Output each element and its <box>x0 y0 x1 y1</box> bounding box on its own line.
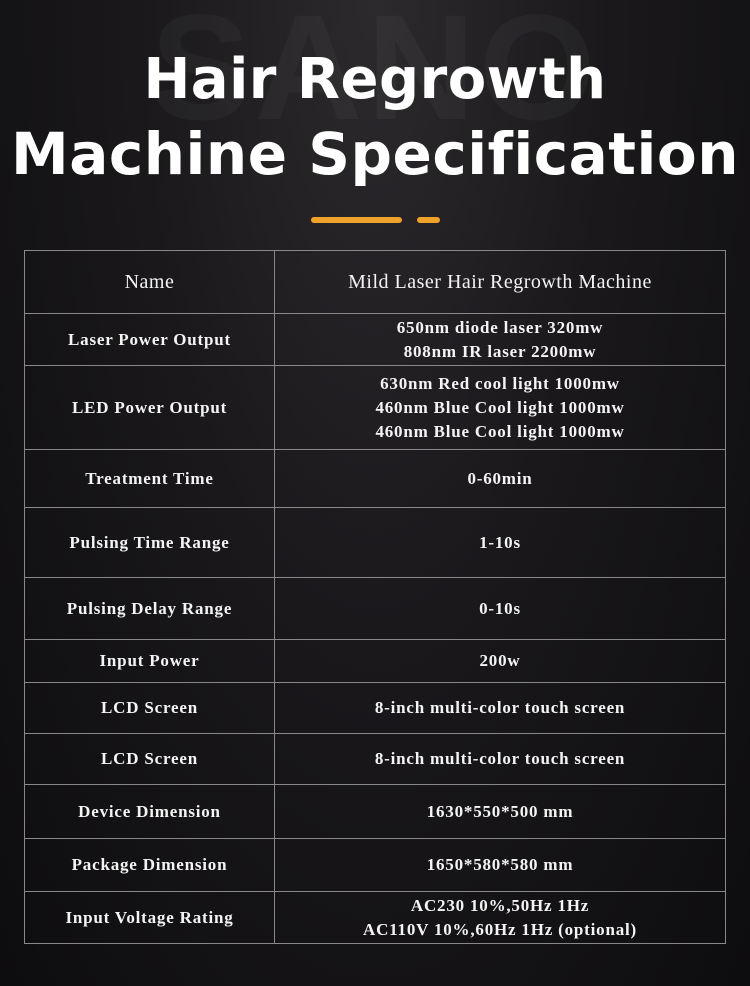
table-row <box>25 734 726 785</box>
spec-value-line: 650nm diode laser 320mw <box>396 317 604 337</box>
table-row <box>25 578 726 640</box>
table-row <box>25 508 726 578</box>
spec-value-line: AC230 10%,50Hz 1Hz <box>410 895 590 915</box>
table-row <box>25 366 726 450</box>
spec-value: 0-10s <box>275 578 726 640</box>
spec-value-line: 460nm Blue Cool light 1000mw <box>375 397 625 417</box>
specification-table <box>24 250 726 944</box>
spec-label: Pulsing Delay Range <box>25 578 275 640</box>
spec-value-line: 460nm Blue Cool light 1000mw <box>375 421 625 441</box>
table-row <box>25 450 726 508</box>
spec-value: 8-inch multi-color touch screen <box>275 683 726 734</box>
table-header-row <box>25 251 726 314</box>
spec-label: Input Voltage Rating <box>25 892 275 944</box>
spec-value-line: 630nm Red cool light 1000mw <box>380 373 620 393</box>
table-row <box>25 785 726 839</box>
spec-value: 1630*550*500 mm <box>275 785 726 839</box>
spec-label: Pulsing Time Range <box>25 508 275 578</box>
header-value-cell: Mild Laser Hair Regrowth Machine <box>275 251 726 314</box>
table-row <box>25 892 726 944</box>
spec-value: 8-inch multi-color touch screen <box>275 734 726 785</box>
header-name-cell: Name <box>25 251 275 314</box>
table-row <box>25 640 726 683</box>
spec-label: LED Power Output <box>25 366 275 450</box>
table-row <box>25 683 726 734</box>
spec-value-line: 808nm IR laser 2200mw <box>403 341 597 361</box>
page-title-line-1: Hair Regrowth <box>143 47 607 112</box>
accent-bar-long <box>311 217 402 223</box>
spec-value <box>275 366 726 450</box>
spec-label: Treatment Time <box>25 450 275 508</box>
spec-label: Input Power <box>25 640 275 683</box>
spec-label: Package Dimension <box>25 839 275 892</box>
spec-value: 1-10s <box>275 508 726 578</box>
accent-bar-short <box>417 217 440 223</box>
spec-label: LCD Screen <box>25 734 275 785</box>
spec-label: Device Dimension <box>25 785 275 839</box>
spec-value <box>275 314 726 366</box>
spec-value: 0-60min <box>275 450 726 508</box>
spec-value: 1650*580*580 mm <box>275 839 726 892</box>
spec-value: 200w <box>275 640 726 683</box>
spec-value <box>275 892 726 944</box>
table-row <box>25 314 726 366</box>
spec-label: Laser Power Output <box>25 314 275 366</box>
table-row <box>25 839 726 892</box>
spec-label: LCD Screen <box>25 683 275 734</box>
page-title-line-2: Machine Specification <box>11 120 739 188</box>
spec-value-line: AC110V 10%,60Hz 1Hz (optional) <box>363 919 637 939</box>
